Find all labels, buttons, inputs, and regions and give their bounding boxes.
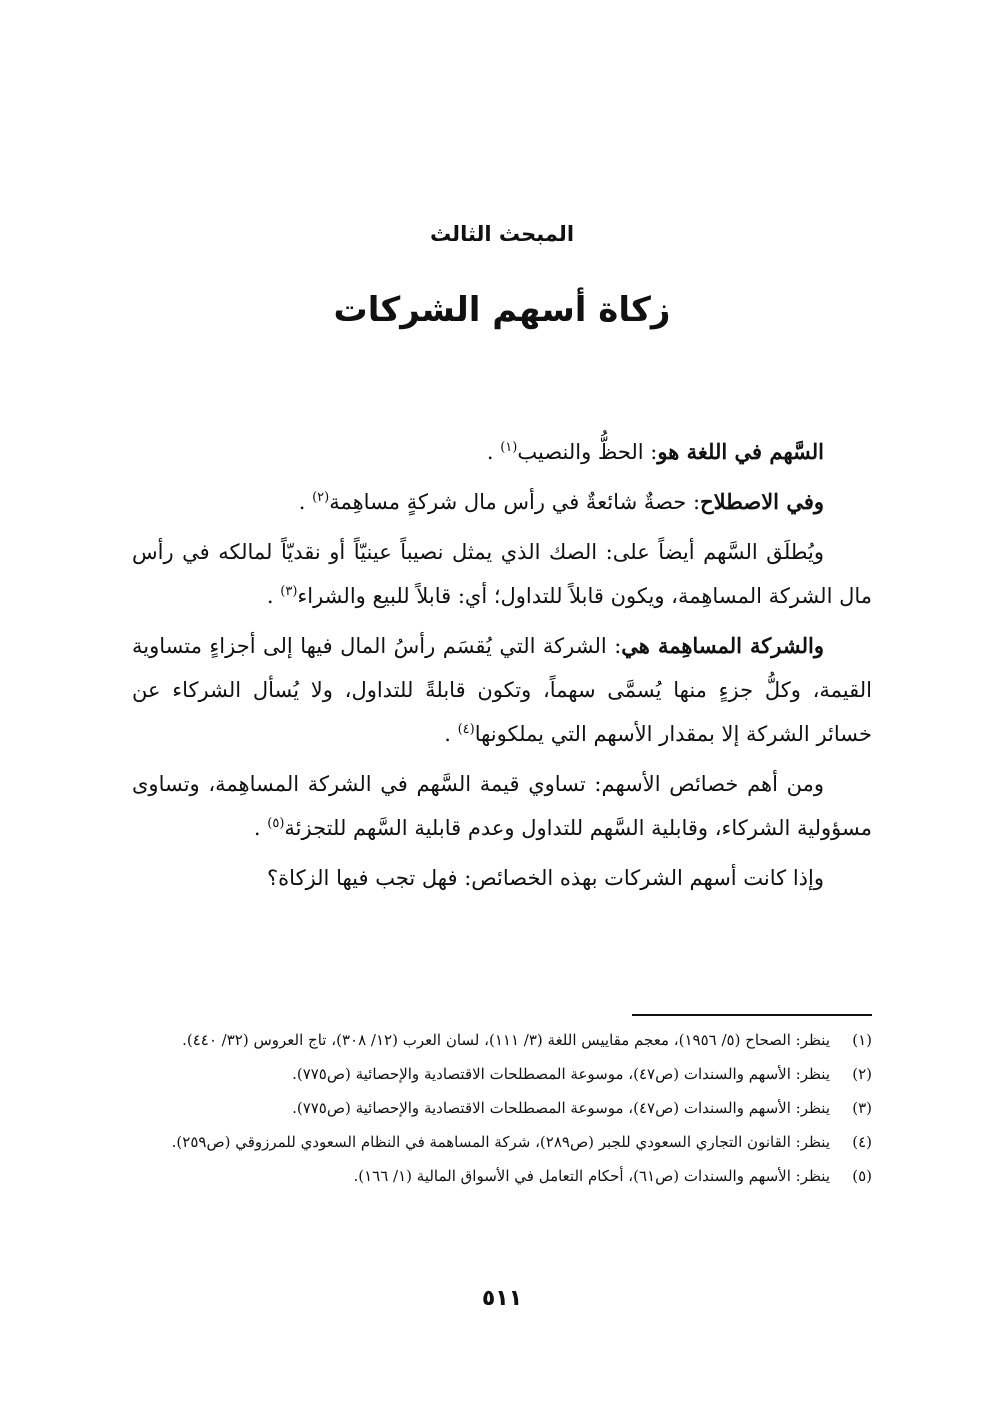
- paragraph-end: .: [266, 584, 274, 608]
- paragraph-text: ويُطلَق السَّهم أيضاً على: الصك الذي يمثل نصيباً عينيّاً أو نقديّاً لمالكه في رأس مال الشركة المساهِمة، ويكون قابلاً للتداول؛ أي: قابلاً للبيع والشراء: [132, 540, 872, 608]
- paragraph-share-features: [132, 762, 872, 850]
- paragraph-joint-stock-company: [132, 624, 872, 756]
- paragraph-text: : الشركة التي يُقسَم رأسُ المال فيها إلى أجزاءٍ متساوية القيمة، وكلُّ جزءٍ منها يُسمَّى سهماً، وتكون قابلةً للتداول، ولا يُسأل الشركاء عن خسائر الشركة إلا بمقدار الأسهم التي يملكونها: [132, 634, 872, 746]
- term-bold: السَّهم في اللغة هو: [657, 439, 824, 464]
- footnote-number: (٢): [852, 1065, 872, 1083]
- paragraph-share-linguistic: [132, 430, 872, 474]
- footnote-ref[interactable]: (٥): [267, 816, 285, 831]
- paragraph-text: : حصةٌ شائعةٌ في رأس مال شركةٍ مساهِمة: [329, 490, 701, 514]
- footnote-text: ينظر: القانون التجاري السعودي للجبر (ص٢٨٩)، شركة المساهمة في النظام السعودي للمرزوقي (ص٢٥٩).: [171, 1133, 830, 1151]
- paragraph-share-deed: [132, 530, 872, 618]
- footnote-text: ينظر: الصحاح (٥/ ١٩٥٦)، معجم مقاييس اللغة (٣/ ١١١)، لسان العرب (١٢/ ٣٠٨)، تاج العروس (٣٢/ ٤٤٠).: [182, 1031, 830, 1049]
- paragraph-text: ومن أهم خصائص الأسهم: تساوي قيمة السَّهم في الشركة المساهِمة، وتساوى مسؤولية الشركاء، وقابلية السَّهم للتداول وعدم قابلية السَّهم للتجزئة: [132, 772, 872, 840]
- paragraph-share-technical: [132, 480, 872, 524]
- footnote-number: (١): [852, 1031, 872, 1049]
- chapter-title: زكاة أسهم الشركات: [333, 290, 671, 330]
- term-bold: وفي الاصطلاح: [700, 489, 824, 514]
- term-bold: والشركة المساهِمة هي: [621, 633, 824, 658]
- footnote-item: [132, 1028, 872, 1052]
- footnote-item: [132, 1130, 872, 1154]
- footnote-separator: [632, 1014, 872, 1016]
- footnote-number: (٥): [852, 1167, 872, 1185]
- footnote-ref[interactable]: (٢): [312, 490, 330, 505]
- footnote-ref[interactable]: (٣): [280, 584, 298, 599]
- paragraph-end: .: [444, 722, 451, 746]
- footnote-text: ينظر: الأسهم والسندات (ص٤٧)، موسوعة المصطلحات الاقتصادية والإحصائية (ص٧٧٥).: [292, 1099, 830, 1117]
- paragraph-text: : الحظُّ والنصيب: [517, 440, 658, 464]
- footnote-text: ينظر: الأسهم والسندات (ص٤٧)، موسوعة المصطلحات الاقتصادية والإحصائية (ص٧٧٥).: [292, 1065, 830, 1083]
- section-label: المبحث الثالث: [429, 222, 575, 246]
- page-number: ٥١١: [481, 1286, 523, 1311]
- body-text: [132, 430, 872, 906]
- footnote-item: [132, 1096, 872, 1120]
- footnote-item: [132, 1062, 872, 1086]
- paragraph-end: .: [298, 490, 306, 514]
- paragraph-end: .: [253, 816, 261, 840]
- paragraph-end: .: [486, 440, 494, 464]
- footnotes: [132, 1028, 872, 1198]
- paragraph-question: [132, 856, 872, 900]
- footnote-text: ينظر: الأسهم والسندات (ص٦١)، أحكام التعامل في الأسواق المالية (١/ ١٦٦).: [353, 1167, 830, 1185]
- footnote-ref[interactable]: (٤): [457, 722, 475, 737]
- footnote-ref[interactable]: (١): [500, 440, 518, 455]
- footnote-item: [132, 1164, 872, 1188]
- paragraph-text: وإذا كانت أسهم الشركات بهذه الخصائص: فهل تجب فيها الزكاة؟: [267, 866, 824, 890]
- footnote-number: (٤): [852, 1133, 872, 1151]
- footnote-number: (٣): [852, 1099, 872, 1117]
